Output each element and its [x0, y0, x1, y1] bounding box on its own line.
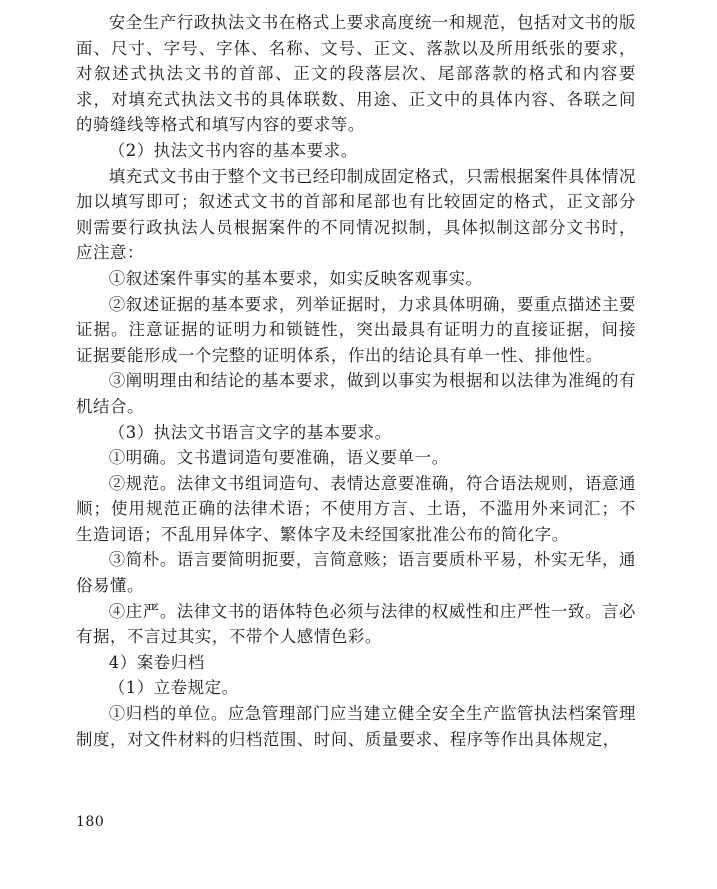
heading-archiving: 4）案卷归档	[108, 652, 205, 672]
paragraph-format-requirements: 安全生产行政执法文书在格式上要求高度统一和规范，包括对文书的版面、尺寸、字号、字体、名称、文号、正文、落款以及所用纸张的要求，对叙述式执法文书的首部、正文的段落层次、尾部落款的格式和内容要求，对填充式执法文书的具体联数、用途、正文中的具体内容、各联之间的骑缝线等格式和填写内容的要求等。	[76, 13, 636, 135]
heading-content-requirements: （2）执法文书内容的基本要求。	[108, 140, 358, 160]
paragraph-fill-in-documents: 填充式文书由于整个文书已经印制成固定格式，只需根据案件具体情况加以填写即可；叙述式文书的首部和尾部也有比较固定的格式，正文部分则需要行政执法人员根据案件的不同情况拟制，具体拟制这部分文书时，应注意：	[76, 166, 636, 263]
heading-filing-rules: （1）立卷规定。	[108, 678, 239, 698]
item-evidence: ②叙述证据的基本要求，列举证据时，力求具体明确，要重点描述主要证据。注意证据的证明力和锁链性，突出最具有证明力的直接证据，间接证据要能形成一个完整的证明体系，作出的结论具有单一性、排他性。	[76, 294, 636, 365]
item-simplicity: ③简朴。语言要简明扼要，言简意赅；语言要质朴平易，朴实无华，通俗易懂。	[76, 550, 636, 596]
page-number: 180	[76, 814, 105, 830]
item-reasoning: ③阐明理由和结论的基本要求，做到以事实为根据和以法律为准绳的有机结合。	[76, 371, 636, 416]
body-text	[76, 10, 636, 752]
item-archiving-unit: ①归档的单位。应急管理部门应当建立健全安全生产监管执法档案管理制度，对文件材料的归档范围、时间、质量要求、程序等作出具体规定，	[76, 704, 636, 749]
item-standardization: ②规范。法律文书组词造句、表情达意要准确，符合语法规则，语意通顺；使用规范正确的法律术语；不使用方言、土语，不滥用外来词汇；不生造词语；不乱用异体字、繁体字及未经国家批准公布的简化字。	[76, 473, 636, 544]
item-case-facts: ①叙述案件事实的基本要求，如实反映客观事实。	[108, 268, 483, 288]
heading-language-requirements: （3）执法文书语言文字的基本要求。	[108, 422, 392, 442]
item-clarity: ①明确。文书遣词造句要准确，语义要单一。	[108, 448, 449, 468]
item-solemnity: ④庄严。法律文书的语体特色必须与法律的权威性和庄严性一致。言必有据，不言过其实，不带个人感情色彩。	[76, 601, 636, 647]
